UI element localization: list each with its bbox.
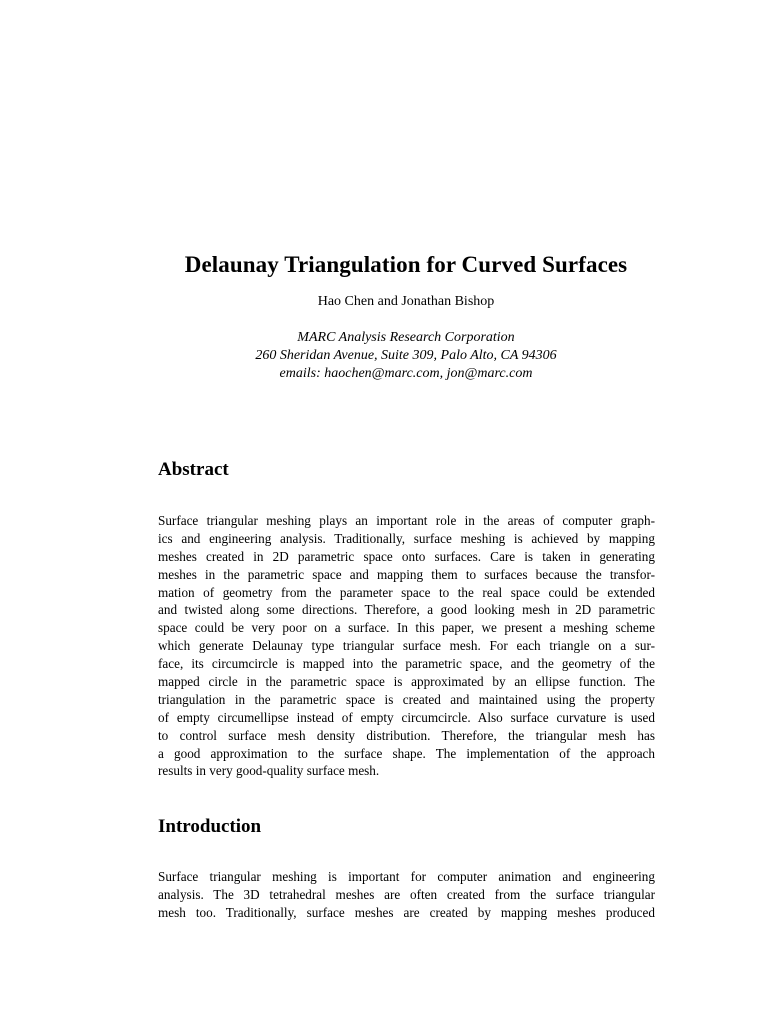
introduction-body	[158, 868, 655, 922]
abstract-line: and twisted along some directions. Therefore, a good looking mesh in 2D parametric	[158, 602, 655, 618]
abstract-line: mation of geometry from the parameter space to the real space could be extended	[158, 584, 655, 600]
abstract-line: meshes created in 2D parametric space onto surfaces. Care is taken in generating	[158, 548, 655, 564]
introduction-line: mesh too. Traditionally, surface meshes are created by mapping meshes produced	[158, 904, 655, 920]
affiliation-organization: MARC Analysis Research Corporation	[297, 330, 515, 345]
abstract-line: face, its circumcircle is mapped into the parametric space, and the geometry of the	[158, 656, 655, 672]
abstract-line: mapped circle in the parametric space is approximated by an ellipse function. The	[158, 674, 655, 690]
abstract-line: a good approximation to the surface shape. The implementation of the approach	[158, 745, 655, 761]
paper-title: Delaunay Triangulation for Curved Surfaces	[184, 252, 628, 277]
paper-authors: Hao Chen and Jonathan Bishop	[317, 294, 495, 309]
abstract-line: space could be very poor on a surface. In this paper, we present a meshing scheme	[158, 620, 655, 636]
abstract-line: which generate Delaunay type triangular surface mesh. For each triangle on a sur-	[158, 638, 655, 654]
abstract-body	[158, 512, 655, 780]
affiliation-address: 260 Sheridan Avenue, Suite 309, Palo Alto, CA 94306	[255, 348, 557, 363]
abstract-line: triangulation in the parametric space is created and maintained using the property	[158, 691, 655, 707]
abstract-line: results in very good-quality surface mesh.	[158, 763, 380, 779]
abstract-line: meshes in the parametric space and mapping them to surfaces because the transfor-	[158, 566, 655, 582]
abstract-line: Surface triangular meshing plays an important role in the areas of computer graph-	[158, 513, 655, 528]
introduction-line: analysis. The 3D tetrahedral meshes are often created from the surface triangular	[158, 886, 655, 902]
abstract-line: of empty circumellipse instead of empty circumcircle. Also surface curvature is used	[158, 709, 655, 725]
abstract-line: ics and engineering analysis. Traditionally, surface meshing is achieved by mapping	[158, 530, 655, 546]
affiliation-emails: emails: haochen@marc.com, jon@marc.com	[279, 366, 533, 381]
introduction-line: Surface triangular meshing is important for computer animation and engineering	[158, 869, 655, 884]
abstract-heading: Abstract	[158, 459, 229, 480]
abstract-line: to control surface mesh density distribution. Therefore, the triangular mesh has	[158, 727, 655, 743]
introduction-heading: Introduction	[158, 816, 262, 837]
